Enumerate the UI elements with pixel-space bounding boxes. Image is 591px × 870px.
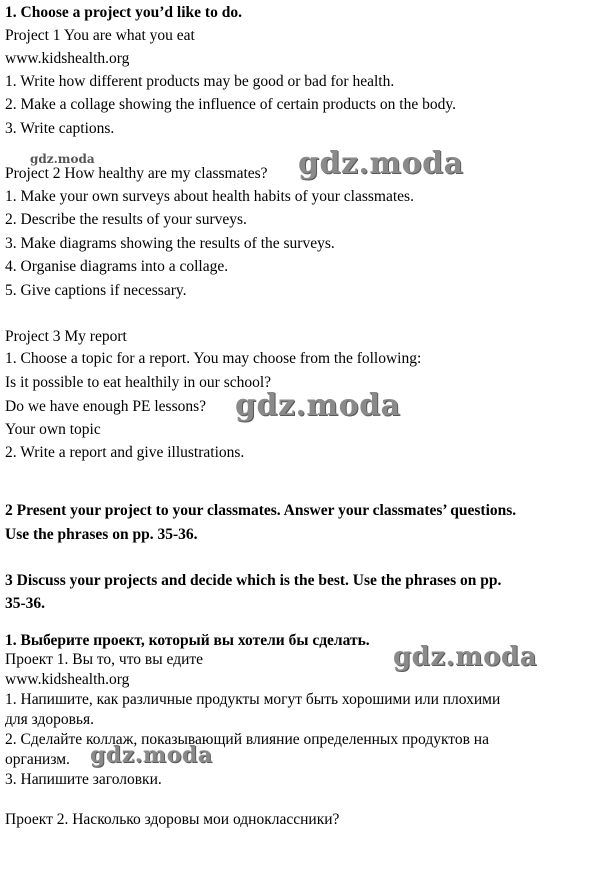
project3-line: Do we have enough PE lessons?	[5, 398, 207, 415]
project1-item: 3. Write captions.	[5, 120, 115, 137]
translation-item: организм.	[5, 751, 70, 768]
project3-line: Is it possible to eat healthily in our school?	[5, 374, 272, 391]
translation-item: 2. Сделайте коллаж, показывающий влияние определенных продуктов на	[5, 731, 489, 748]
project1-item: 2. Make a collage showing the influence of certain products on the body.	[5, 96, 456, 113]
watermark-logo: gdz.moda	[298, 146, 464, 181]
translation-project1-site: www.kidshealth.org	[5, 671, 130, 688]
translation-heading: 1. Выберите проект, который вы хотели бы сделать.	[5, 632, 370, 649]
project2-item: 4. Organise diagrams into a collage.	[5, 258, 229, 275]
project2-item: 5. Give captions if necessary.	[5, 282, 187, 299]
task2-line: 2 Present your project to your classmates. Answer your classmates’ questions.	[5, 502, 517, 519]
project3-line: 2. Write a report and give illustrations.	[5, 444, 245, 461]
project3-title: Project 3 My report	[5, 328, 127, 345]
project2-title: Project 2 How healthy are my classmates?	[5, 165, 268, 182]
translation-item: для здоровья.	[5, 711, 94, 728]
project2-item: 1. Make your own surveys about health habits of your classmates.	[5, 188, 414, 205]
translation-project2-title: Проект 2. Насколько здоровы мои одноклассники?	[5, 811, 340, 828]
project1-site: www.kidshealth.org	[5, 50, 130, 67]
project3-line: Your own topic	[5, 421, 101, 438]
translation-item: 3. Напишите заголовки.	[5, 771, 162, 788]
task2-line: Use the phrases on pp. 35-36.	[5, 526, 198, 543]
project2-item: 3. Make diagrams showing the results of the surveys.	[5, 235, 335, 252]
project3-line: 1. Choose a topic for a report. You may choose from the following:	[5, 350, 422, 367]
task3-line: 35-36.	[5, 595, 46, 612]
task1-heading: 1. Choose a project you’d like to do.	[5, 4, 242, 21]
project2-item: 2. Describe the results of your surveys.	[5, 211, 247, 228]
translation-item: 1. Напишите, как различные продукты могут быть хорошими или плохими	[5, 691, 501, 708]
project1-item: 1. Write how different products may be good or bad for health.	[5, 73, 395, 90]
task3-line: 3 Discuss your projects and decide which is the best. Use the phrases on pp.	[5, 572, 502, 589]
watermark-logo: gdz.moda	[235, 388, 401, 423]
watermark-logo: gdz.moda	[90, 742, 213, 768]
watermark-small: gdz.moda	[30, 152, 95, 166]
project1-title: Project 1 You are what you eat	[5, 27, 195, 44]
watermark-logo: gdz.moda	[393, 642, 538, 672]
translation-project1-title: Проект 1. Вы то, что вы едите	[5, 651, 204, 668]
